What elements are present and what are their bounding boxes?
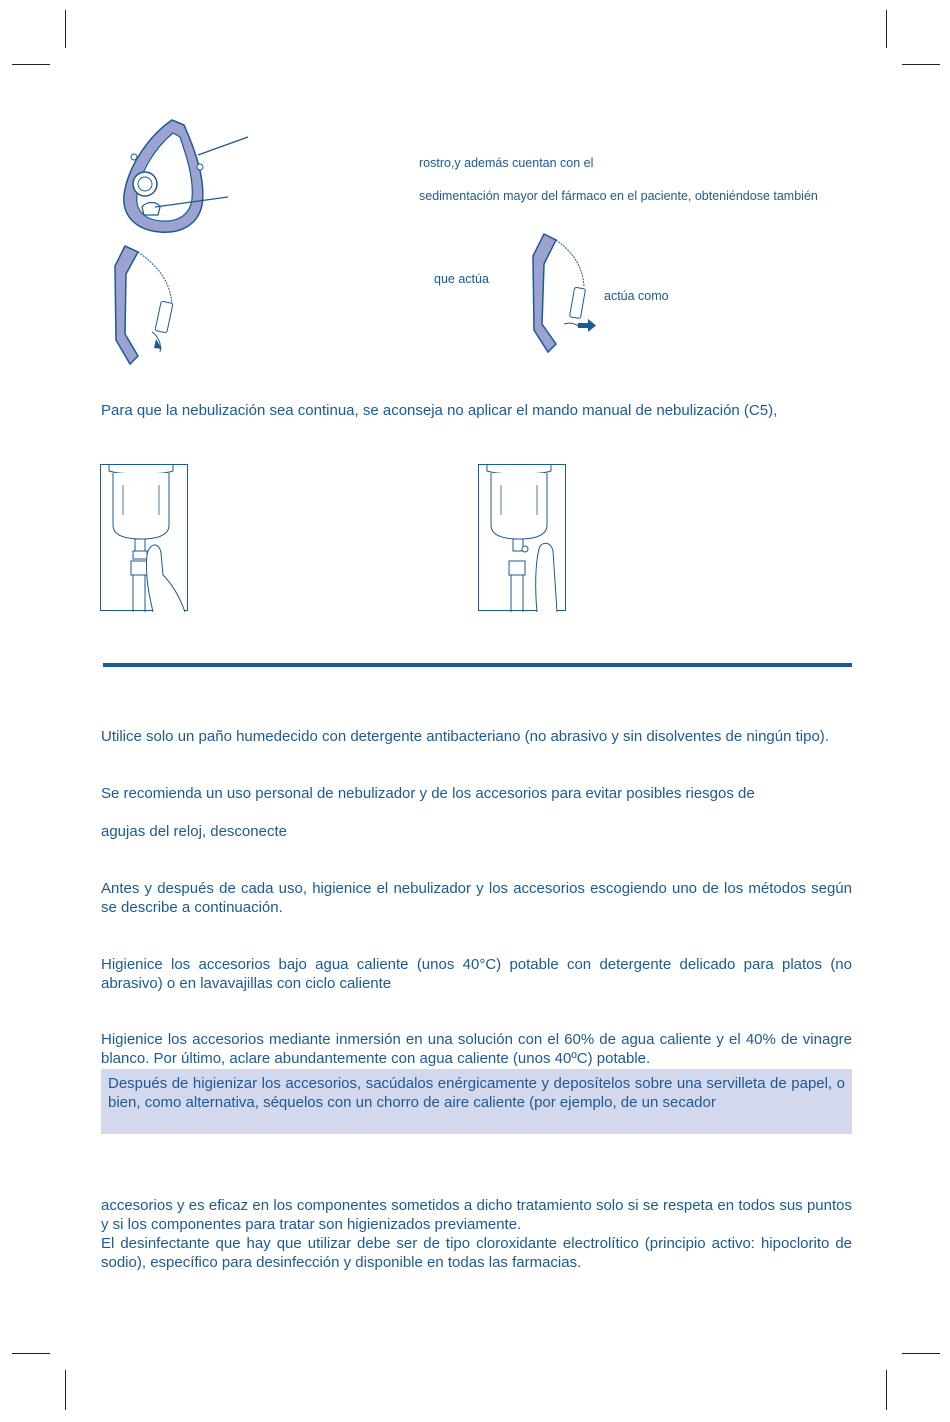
text-que-actua: que actúa: [434, 272, 489, 286]
crop-mark: [902, 64, 940, 65]
drying-note-box: Después de higienizar los accesorios, sacúdalos enérgicamente y deposítelos sobre una servilleta de papel, o bien, como alternativa, séquelos con un chorro de aire caliente (por ejemplo, de un secador: [101, 1069, 852, 1134]
crop-mark: [886, 10, 887, 48]
text-rostro: rostro,y además cuentan con el: [419, 156, 594, 170]
mask-side-illustration-right: [528, 232, 608, 357]
cleaning-paragraph-3: agujas del reloj, desconecte: [101, 823, 287, 840]
crop-mark: [886, 1370, 887, 1410]
mask-side-illustration-left: [110, 244, 190, 369]
text-sedimentacion: sedimentación mayor del fármaco en el paciente, obteniéndose también: [419, 189, 818, 203]
nebulizer-figure-left: [100, 464, 188, 611]
cleaning-paragraph-1: Utilice solo un paño humedecido con detergente antibacteriano (no abrasivo y sin disolventes de ningún tipo).: [101, 728, 829, 745]
crop-mark: [65, 10, 66, 48]
section-divider: [103, 663, 852, 667]
disinfection-paragraph-1: accesorios y es eficaz en los componentes sometidos a dicho tratamiento solo si se respeta en todos sus puntos y si los componentes para tratar son higienizados previamente.: [101, 1197, 852, 1233]
crop-mark: [65, 1370, 66, 1410]
cleaning-paragraph-2: Se recomienda un uso personal de nebulizador y de los accesorios para evitar posibles riesgos de: [101, 785, 755, 802]
mask-illustration: [110, 115, 255, 240]
nebulizer-figure-right: [478, 464, 566, 611]
hygiene-method-1: Higienice los accesorios bajo agua caliente (unos 40°C) potable con detergente delicado para platos (no abrasivo) o en lavavajillas con ciclo caliente: [101, 956, 852, 992]
hygiene-intro-paragraph: Antes y después de cada uso, higienice el nebulizador y los accesorios escogiendo uno de los métodos según se describe a continuación.: [101, 880, 852, 916]
hygiene-method-2: Higienice los accesorios mediante inmersión en una solución con el 60% de agua caliente y el 40% de vinagre blanco. Por último, aclare abundantemente con agua caliente (unos 40ºC) potable.: [101, 1031, 852, 1067]
text-actua-como: actúa como: [604, 289, 669, 303]
disinfection-paragraph-2: El desinfectante que hay que utilizar debe ser de tipo cloroxidante electrolítico (principio activo: hipoclorito de sodio), específico para desinfección y disponible en todas las farmacias.: [101, 1235, 852, 1271]
nebulization-note: Para que la nebulización sea continua, se aconseja no aplicar el mando manual de nebulización (C5),: [101, 402, 778, 419]
crop-mark: [12, 1353, 50, 1354]
crop-mark: [12, 64, 50, 65]
crop-mark: [902, 1353, 940, 1354]
